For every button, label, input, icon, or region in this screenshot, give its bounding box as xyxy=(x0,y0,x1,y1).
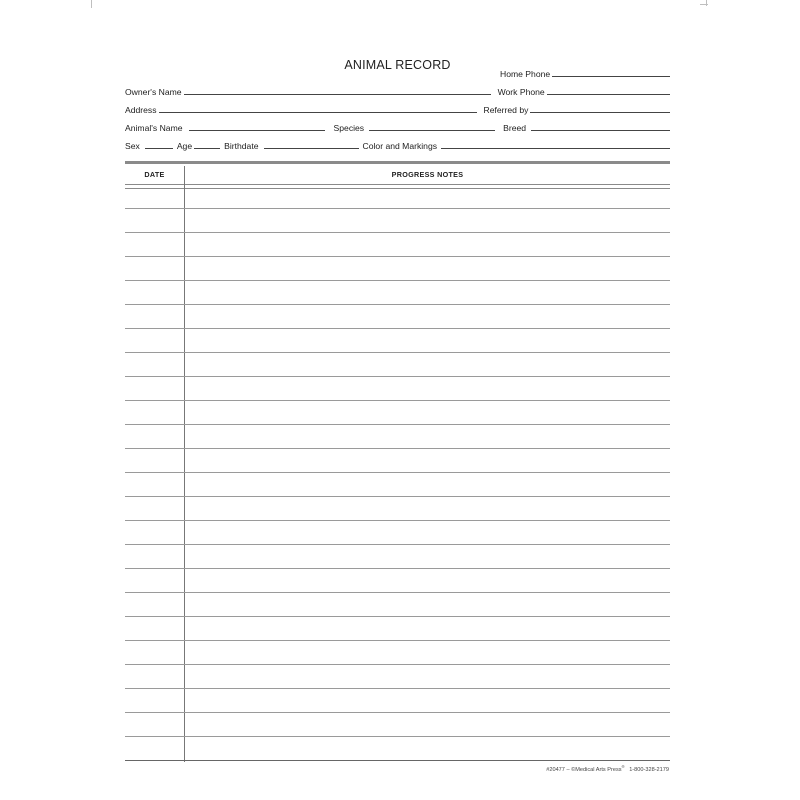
form-title: ANIMAL RECORD xyxy=(344,58,451,72)
table-row-line xyxy=(125,328,670,329)
footer xyxy=(546,764,669,773)
animal-details-row xyxy=(125,137,670,151)
table-row-line xyxy=(125,208,670,209)
address-row xyxy=(125,101,670,115)
table-row-line xyxy=(125,520,670,521)
sex-label: Sex xyxy=(125,141,140,151)
breed-label: Breed xyxy=(503,123,527,133)
address-field[interactable] xyxy=(159,104,477,113)
color-markings-field[interactable] xyxy=(441,140,670,149)
table-row-line xyxy=(125,568,670,569)
table-row-line xyxy=(125,448,670,449)
species-label: Species xyxy=(333,123,365,133)
owners-name-row xyxy=(125,83,670,97)
form-table-divider xyxy=(125,161,670,164)
species-field[interactable] xyxy=(369,122,495,131)
table-row-line xyxy=(125,496,670,497)
animal-info-row xyxy=(125,119,670,133)
table-row-line xyxy=(125,472,670,473)
table-row-line xyxy=(125,616,670,617)
footer-phone: 1-800-328-2179 xyxy=(629,766,669,773)
table-row-line xyxy=(125,640,670,641)
animals-name-field[interactable] xyxy=(189,122,325,131)
crop-mark-top-right-h xyxy=(700,4,708,5)
table-row-line xyxy=(125,232,670,233)
crop-mark-top-left xyxy=(91,0,92,8)
crop-mark-top-right xyxy=(706,0,707,6)
table-row-line xyxy=(125,760,670,761)
table-row-line xyxy=(125,544,670,545)
sex-field[interactable] xyxy=(145,140,173,149)
home-phone-label: Home Phone xyxy=(500,69,551,79)
referred-by-field[interactable] xyxy=(530,104,670,113)
table-header-rule xyxy=(125,184,670,189)
table-row-line xyxy=(125,256,670,257)
owners-name-field[interactable] xyxy=(184,86,491,95)
referred-by-label: Referred by xyxy=(483,105,529,115)
table-row-line xyxy=(125,376,670,377)
breed-field[interactable] xyxy=(531,122,670,131)
table-row-line xyxy=(125,688,670,689)
date-column-header: DATE xyxy=(144,170,165,179)
color-markings-label: Color and Markings xyxy=(362,141,438,151)
age-label: Age xyxy=(176,141,193,151)
home-phone-row xyxy=(500,65,670,79)
table-row-line xyxy=(125,424,670,425)
table-row-line xyxy=(125,592,670,593)
progress-notes-table xyxy=(125,166,670,762)
table-row-line xyxy=(125,304,670,305)
table-row-line xyxy=(125,664,670,665)
table-row-line xyxy=(125,352,670,353)
home-phone-field[interactable] xyxy=(552,68,670,77)
footer-registered-mark: ® xyxy=(621,764,625,769)
birthdate-field[interactable] xyxy=(264,140,359,149)
work-phone-label: Work Phone xyxy=(497,87,545,97)
animals-name-label: Animal's Name xyxy=(125,123,183,133)
table-row-line xyxy=(125,736,670,737)
work-phone-field[interactable] xyxy=(547,86,670,95)
table-row-line xyxy=(125,400,670,401)
table-row-line xyxy=(125,712,670,713)
address-label: Address xyxy=(125,105,157,115)
table-row-line xyxy=(125,280,670,281)
progress-notes-column-header: PROGRESS NOTES xyxy=(391,170,464,179)
age-field[interactable] xyxy=(194,140,220,149)
birthdate-label: Birthdate xyxy=(224,141,259,151)
footer-code: #20477 – ©Medical Arts Press xyxy=(546,766,622,773)
owners-name-label: Owner's Name xyxy=(125,87,182,97)
